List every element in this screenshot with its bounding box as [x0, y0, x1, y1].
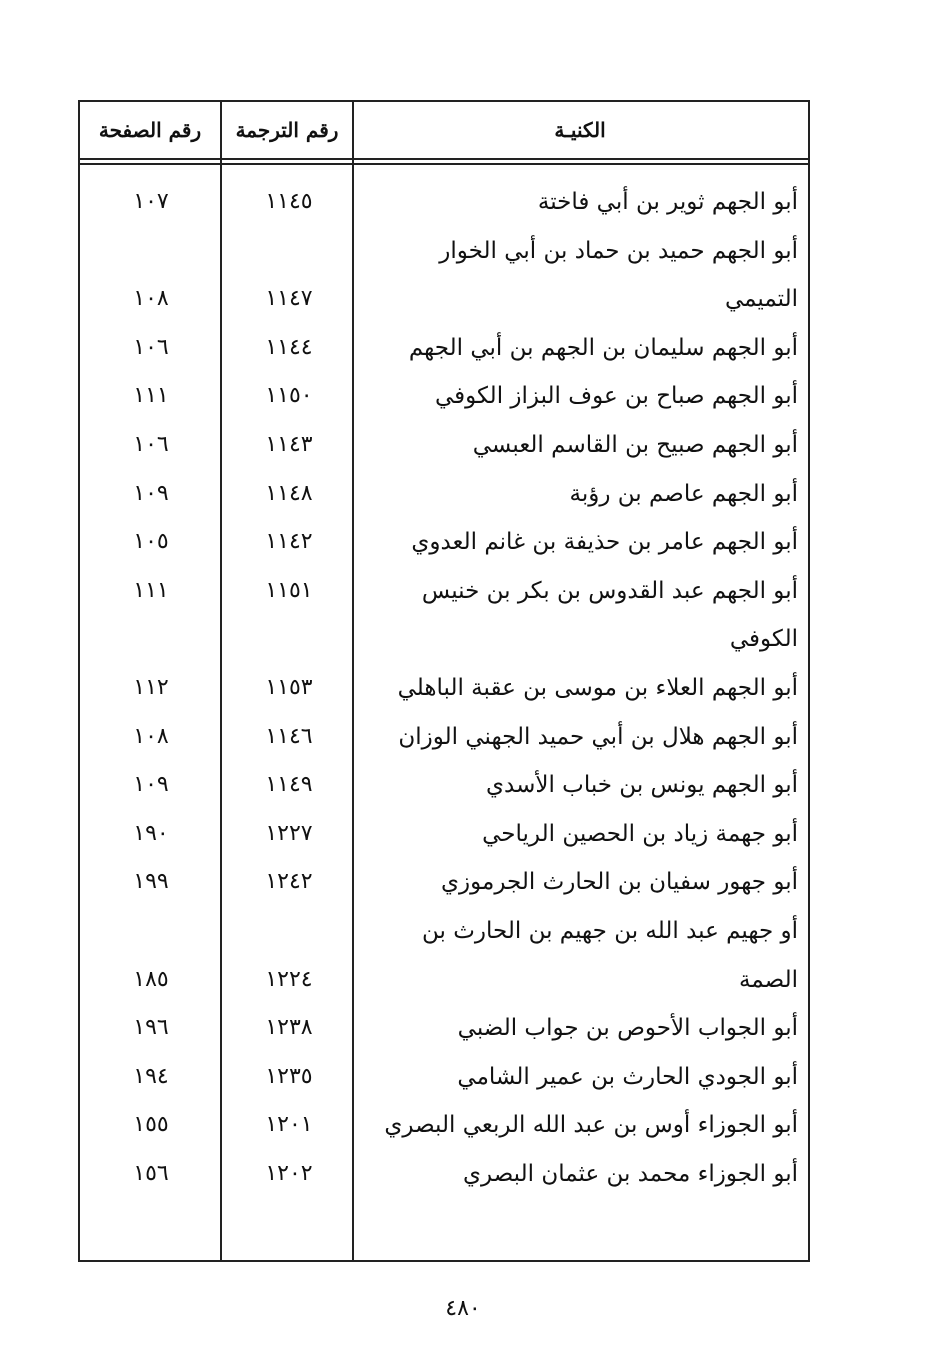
- table-row: [80, 664, 808, 712]
- table-row: [80, 421, 808, 469]
- kunya-cell: أبو الجودي الحارث بن عمير الشامي: [457, 1063, 798, 1090]
- kunya-cell: الصمة: [739, 966, 798, 993]
- tarjama-number-cell: ١٢٢٧: [265, 820, 313, 846]
- kunya-cell: أبو الجهم سليمان بن الجهم بن أبي الجهم: [408, 334, 798, 361]
- header-page-number: رقم الصفحة: [98, 118, 202, 142]
- page-number-cell: ١٠٩: [133, 772, 169, 798]
- page-number-cell: ١٥٦: [133, 1161, 169, 1186]
- kunya-cell: أبو الجهم هلال بن أبي حميد الجهني الوزان: [398, 723, 798, 750]
- table-row: [80, 810, 808, 858]
- tarjama-number-cell: ١١٤٤: [265, 334, 313, 360]
- kunya-cell: أبو جهمة زياد بن الحصين الرياحي: [482, 820, 798, 847]
- tarjama-number-cell: ١٢٤٢: [265, 869, 313, 895]
- tarjama-number-cell: ١١٤٢: [265, 529, 313, 555]
- tarjama-number-cell: ١١٥٠: [265, 383, 313, 409]
- page-number-cell: [80, 227, 222, 275]
- table-row: [80, 1150, 808, 1198]
- page-number-cell: [80, 615, 222, 663]
- tarjama-number-cell: ١١٤٦: [265, 723, 313, 749]
- page-number-cell: ١٠٨: [133, 723, 169, 749]
- header-kunya: الكنيـة: [554, 118, 606, 142]
- header-divider: [80, 163, 808, 165]
- tarjama-number-cell: ١٢٠١: [265, 1112, 313, 1138]
- kunya-cell: التميمي: [724, 286, 798, 313]
- kunya-cell: الكوفي: [729, 626, 798, 653]
- page-number-cell: ١٩٠: [133, 820, 169, 846]
- header-tarjama-number: رقم الترجمة: [235, 118, 339, 142]
- page-number-cell: ١٥٥: [133, 1112, 169, 1138]
- tarjama-number-cell: ١١٥١: [265, 577, 313, 603]
- page-number-cell: ١٩٦: [133, 1015, 169, 1041]
- kunya-cell: أبو الجهم يونس بن خباب الأسدي: [486, 772, 798, 799]
- tarjama-number-cell: [224, 615, 354, 663]
- tarjama-number-cell: ١٢٢٤: [265, 966, 313, 992]
- table-row: [80, 1101, 808, 1149]
- kunya-cell: أو جهيم عبد الله بن جهيم بن الحارث بن: [422, 918, 798, 944]
- page-number-cell: ١٠٦: [133, 334, 169, 360]
- table-row: [80, 1004, 808, 1052]
- kunya-cell: أبو الجهم عاصم بن رؤبة: [569, 480, 798, 507]
- tarjama-number-cell: [224, 907, 354, 955]
- kunya-cell: أبو الجواب الأحوص بن جواب الضبي: [457, 1015, 798, 1042]
- table-row: [80, 372, 808, 420]
- table-row: [80, 761, 808, 809]
- table-row: [80, 713, 808, 761]
- tarjama-number-cell: ١١٤٥: [265, 189, 313, 214]
- kunya-cell: أبو الجهم عامر بن حذيفة بن غانم العدوي: [411, 529, 798, 556]
- page-number-cell: ١٠٩: [133, 480, 169, 506]
- page-number-cell: ١١١: [133, 577, 169, 603]
- kunya-cell: أبو الجهم ثوير بن أبي فاختة: [537, 189, 798, 215]
- tarjama-number-cell: ١٢٣٥: [265, 1063, 313, 1089]
- tarjama-number-cell: ١١٤٩: [265, 772, 313, 798]
- table-row: [80, 470, 808, 518]
- tarjama-number-cell: ١١٤٨: [265, 480, 313, 506]
- table-row: [80, 518, 808, 566]
- tarjama-number-cell: ١١٤٣: [265, 432, 313, 457]
- page-number-cell: ١٠٧: [133, 189, 169, 214]
- kunya-cell: أبو الجهم العلاء بن موسى بن عقبة الباهلي: [397, 675, 798, 701]
- table-row: [80, 907, 808, 955]
- page-number-cell: ١٠٥: [133, 529, 169, 555]
- kunya-cell: أبو الجوزاء أوس بن عبد الله الربعي البصري: [384, 1112, 798, 1139]
- table-row: [80, 324, 808, 372]
- page-number: ٤٨٠: [445, 1296, 481, 1321]
- page-number-cell: ١٠٨: [133, 286, 169, 312]
- kunya-cell: أبو الجهم حميد بن حماد بن أبي الخوار: [439, 237, 798, 264]
- tarjama-number-cell: ١٢٠٢: [265, 1161, 313, 1186]
- page-number-cell: ١١١: [133, 383, 169, 409]
- page-number-cell: ١٩٩: [133, 869, 169, 895]
- kunya-cell: أبو الجهم صباح بن عوف البزاز الكوفي: [434, 383, 798, 410]
- tarjama-number-cell: [224, 227, 354, 275]
- page-number-cell: [80, 907, 222, 955]
- table-row: [80, 956, 808, 1004]
- tarjama-number-cell: ١٢٣٨: [265, 1015, 313, 1041]
- page-number-cell: ١٩٤: [133, 1063, 169, 1089]
- kunya-cell: أبو جهور سفيان بن الحارث الجرموزي: [441, 869, 798, 896]
- kunya-cell: أبو الجهم صبيح بن القاسم العبسي: [472, 432, 798, 458]
- table-row: [80, 615, 808, 663]
- page-number-cell: ١٨٥: [133, 966, 169, 992]
- table-row: [80, 227, 808, 275]
- kunya-cell: أبو الجهم عبد القدوس بن بكر بن خنيس: [421, 577, 798, 604]
- table-row: [80, 858, 808, 906]
- table-row: [80, 275, 808, 323]
- page-number-cell: ١١٢: [133, 675, 169, 700]
- index-table: [78, 100, 810, 1262]
- tarjama-number-cell: ١١٤٧: [265, 286, 313, 312]
- table-row: [80, 178, 808, 226]
- page-number-cell: ١٠٦: [133, 432, 169, 457]
- table-row: [80, 1053, 808, 1101]
- tarjama-number-cell: ١١٥٣: [265, 675, 313, 700]
- kunya-cell: أبو الجوزاء محمد بن عثمان البصري: [463, 1161, 798, 1187]
- table-row: [80, 567, 808, 615]
- header-divider: [80, 158, 808, 160]
